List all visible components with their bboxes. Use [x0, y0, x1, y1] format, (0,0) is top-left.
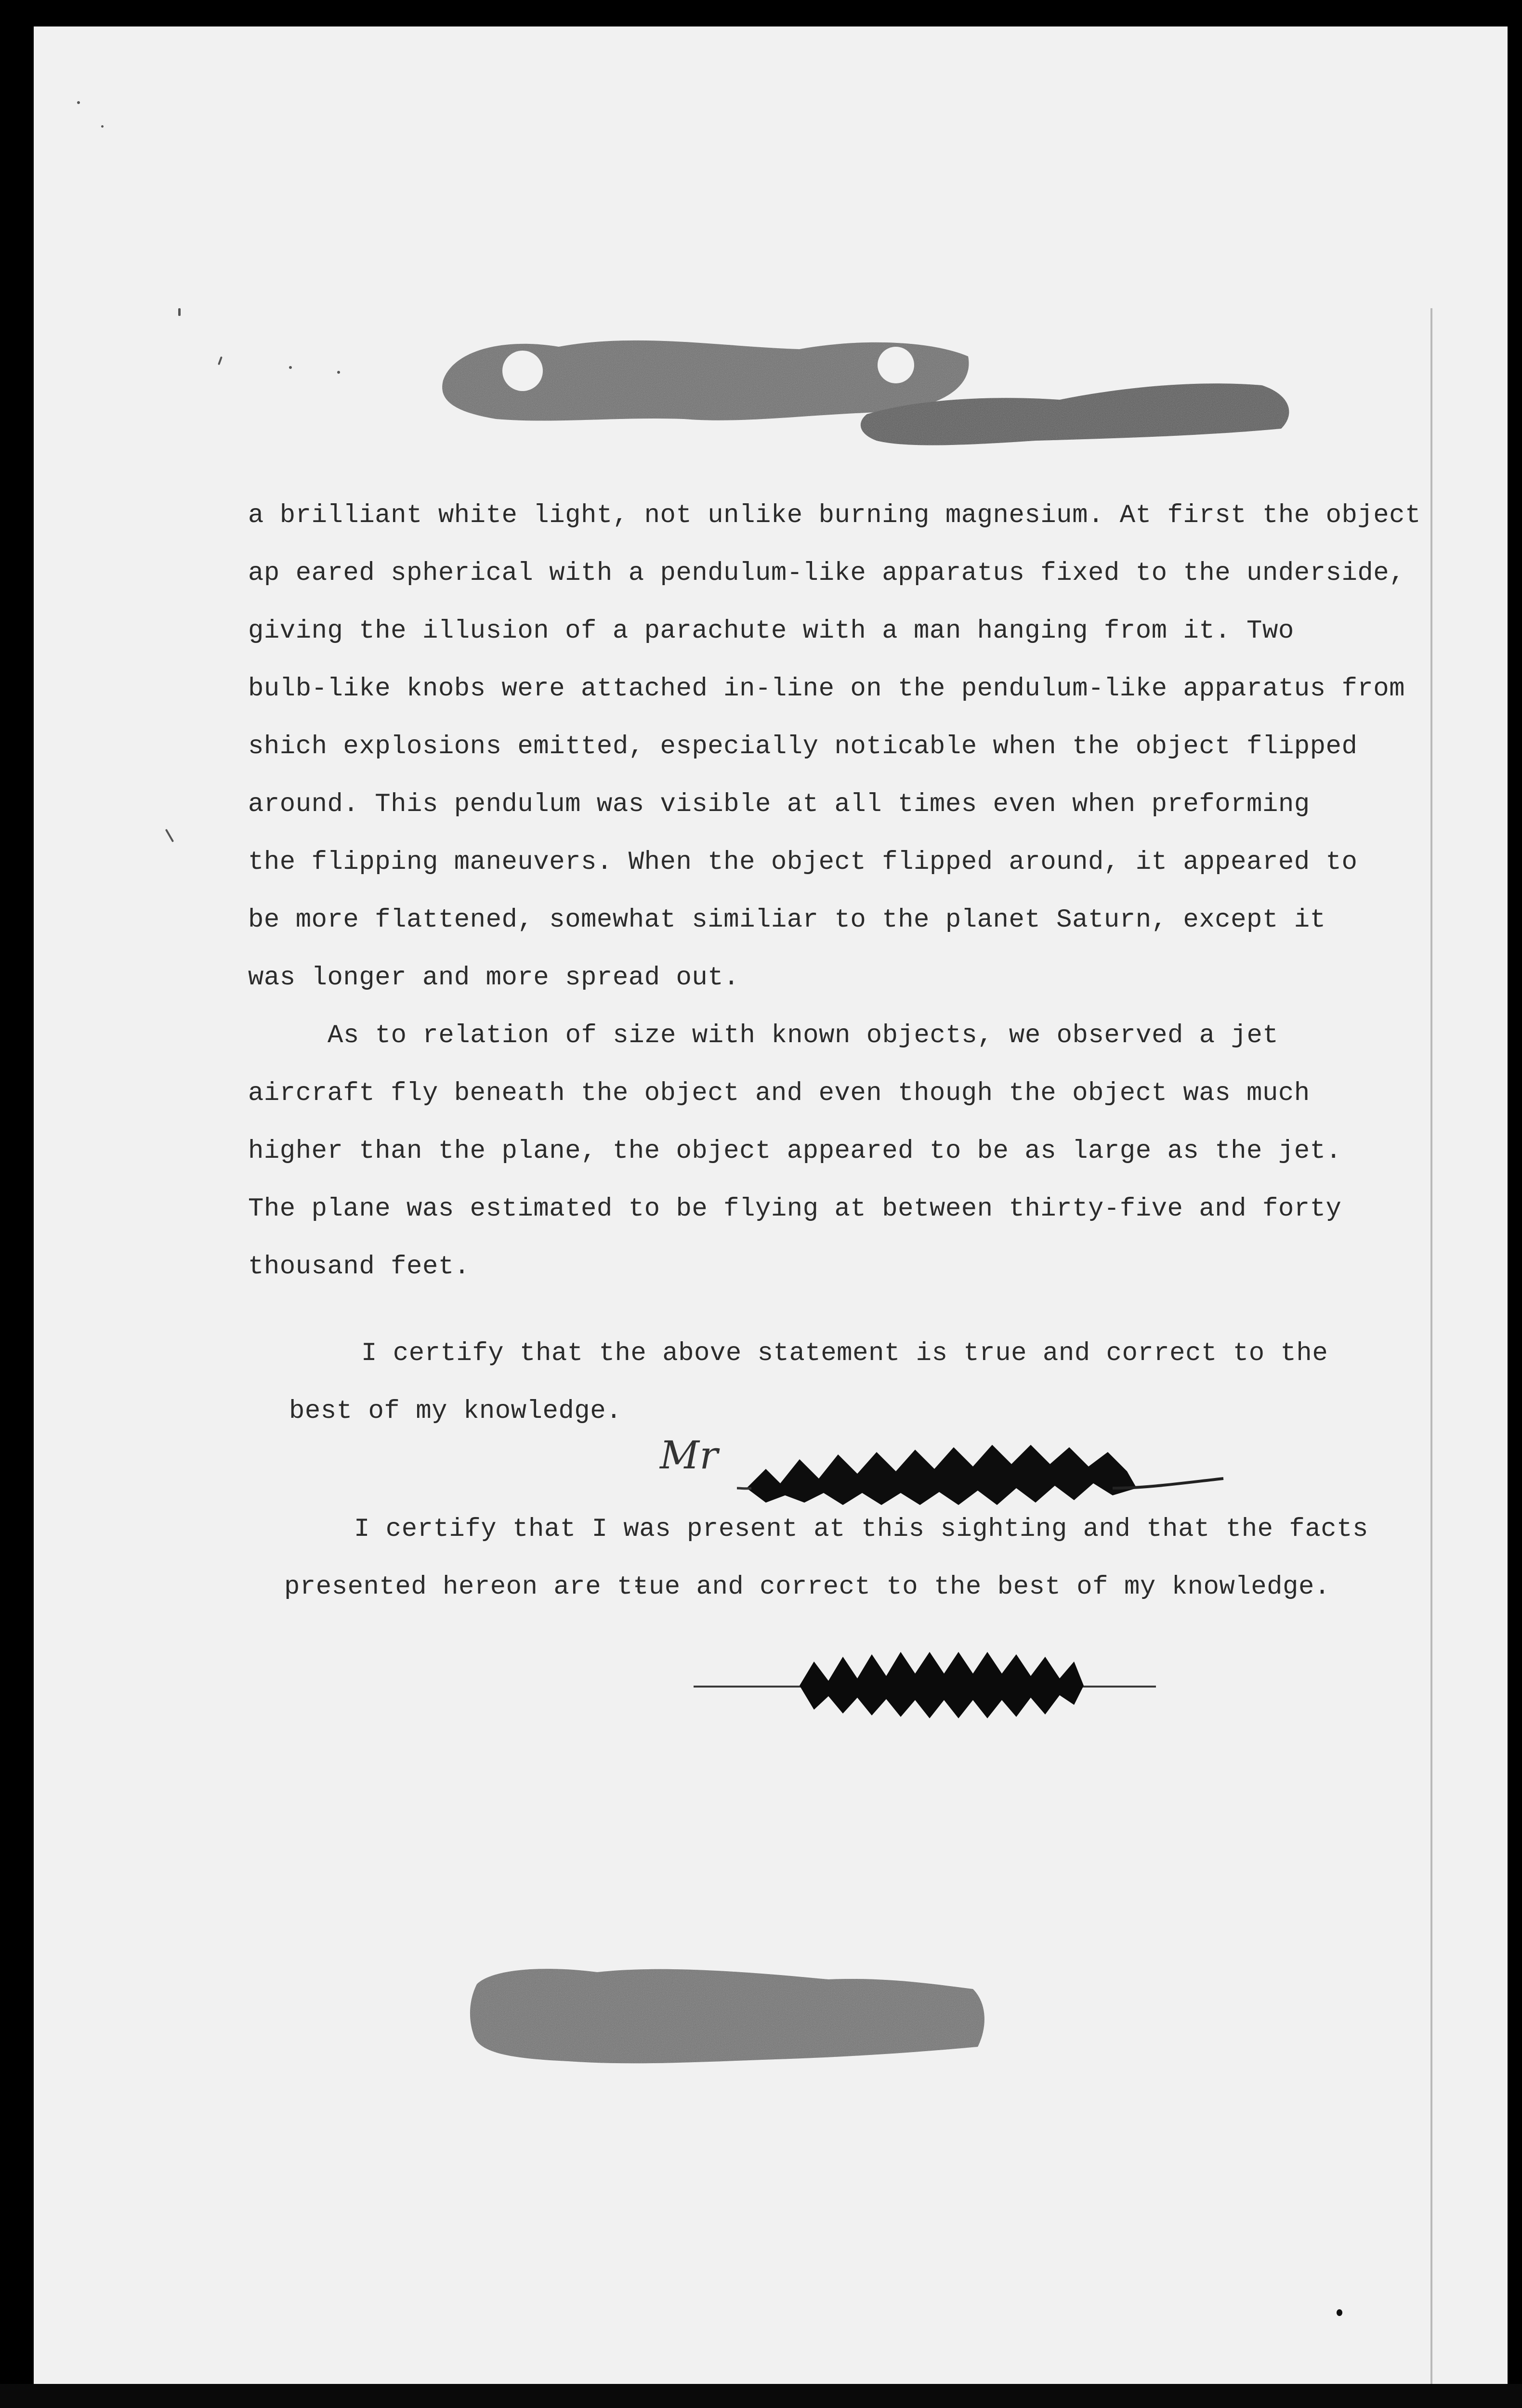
body-line: higher than the plane, the object appeared to be as large as the jet. [248, 1137, 1342, 1166]
certification-line: I certify that the above statement is true and correct to the [361, 1339, 1328, 1368]
scan-speck [77, 101, 80, 104]
body-line: aircraft fly beneath the object and even though the object was much [248, 1079, 1310, 1108]
body-line: shich explosions emitted, especially noticable when the object flipped [248, 732, 1358, 761]
scan-speck [337, 371, 340, 374]
scan-speck [289, 366, 292, 369]
body-line: be more flattened, somewhat similiar to the planet Saturn, except it [248, 905, 1326, 935]
paper-edge [1430, 308, 1432, 2394]
certification-line: presented hereon are tŧue and correct to the best of my knowledge. [284, 1572, 1330, 1602]
signature-handwritten: Mr [660, 1433, 719, 1478]
scan-speck [178, 308, 181, 316]
certification-line: I certify that I was present at this sighting and that the facts [354, 1515, 1368, 1544]
body-line: a brilliant white light, not unlike burning magnesium. At first the object [248, 501, 1421, 530]
body-line: giving the illusion of a parachute with a man hanging from it. Two [248, 616, 1294, 646]
scan-speck [101, 125, 104, 128]
redaction-signature-2 [790, 1633, 1098, 1724]
body-line: bulb-like knobs were attached in-line on the pendulum-like apparatus from [248, 674, 1405, 704]
body-line: As to relation of size with known objects, we observed a jet [328, 1021, 1279, 1050]
scan-speck [1337, 2309, 1342, 2316]
body-line: was longer and more spread out. [248, 963, 740, 993]
redaction-footer [462, 1950, 1002, 2081]
body-line: around. This pendulum was visible at all times even when preforming [248, 790, 1310, 819]
body-line: thousand feet. [248, 1252, 470, 1282]
body-line: The plane was estimated to be flying at between thirty-five and forty [248, 1194, 1342, 1224]
body-line: ap eared spherical with a pendulum-like apparatus fixed to the underside, [248, 559, 1405, 588]
certification-line: best of my knowledge. [289, 1397, 622, 1426]
redaction-header [433, 327, 1349, 462]
body-line: the flipping maneuvers. When the object flipped around, it appeared to [248, 848, 1358, 877]
redaction-signature-1 [737, 1416, 1243, 1512]
scan-border [0, 2384, 1522, 2408]
